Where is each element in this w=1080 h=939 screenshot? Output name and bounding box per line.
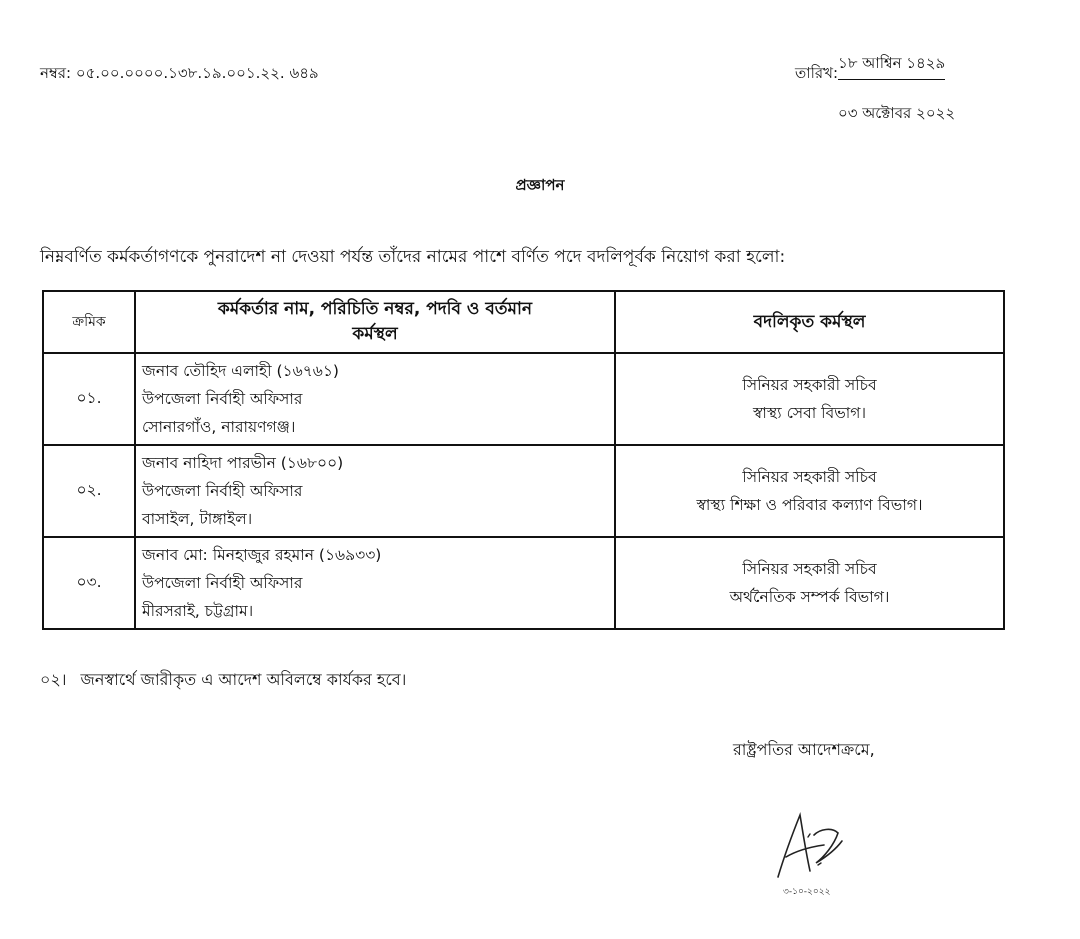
header-officer-line2: কর্মস্থল — [352, 324, 398, 344]
order-paragraph — [40, 667, 406, 694]
new-post-title: সিনিয়র সহকারী সচিব — [742, 376, 877, 394]
row-serial: ০১. — [43, 353, 135, 445]
new-posting — [615, 445, 1004, 537]
new-post-division: অর্থনৈতিক সম্পর্ক বিভাগ। — [729, 588, 890, 606]
intro-paragraph: নিম্নবর্ণিত কর্মকর্তাগণকে পুনরাদেশ না দেওয়া পর্যন্ত তাঁদের নামের পাশে বর্ণিত পদে বদলিপূর্বক নিয়োগ করা হলো: — [40, 247, 786, 267]
by-order-of-president: রাষ্ট্রপতির আদেশক্রমে, — [733, 740, 875, 759]
new-posting — [615, 537, 1004, 629]
row-serial: ০২. — [43, 445, 135, 537]
officer-location: মীরসরাই, চট্টগ্রাম। — [142, 602, 254, 620]
new-post-title: সিনিয়র সহকারী সচিব — [742, 468, 877, 486]
officer-name: জনাব নাহিদা পারভীন (১৬৮০০) — [142, 454, 344, 472]
officer-info — [135, 537, 615, 629]
officer-designation: উপজেলা নির্বাহী অফিসার — [142, 482, 303, 500]
new-post-division: স্বাস্থ্য শিক্ষা ও পরিবার কল্যাণ বিভাগ। — [696, 496, 923, 514]
officer-info — [135, 445, 615, 537]
officer-name: জনাব মো: মিনহাজুর রহমান (১৬৯৩৩) — [142, 546, 382, 564]
transfer-table — [42, 290, 1005, 630]
date-label: তারিখ: — [795, 64, 839, 82]
table-header-row — [43, 291, 1004, 353]
header-officer-info — [135, 291, 615, 353]
officer-location: সোনারগাঁও, নারায়ণগঞ্জ। — [142, 418, 296, 436]
table-row — [43, 537, 1004, 629]
new-posting — [615, 353, 1004, 445]
date-bengali: ১৮ আশ্বিন ১৪২৯ — [838, 52, 945, 80]
officer-name: জনাব তৌহিদ এলাহী (১৬৭৬১) — [142, 362, 339, 380]
table-row — [43, 445, 1004, 537]
new-post-division: স্বাস্থ্য সেবা বিভাগ। — [753, 404, 866, 422]
officer-location: বাসাইল, টাঙ্গাইল। — [142, 510, 253, 528]
order-body: জনস্বার্থে জারীকৃত এ আদেশ অবিলম্বে কার্যকর হবে। — [80, 670, 407, 689]
signature-date: ৩-১০-২০২২ — [783, 887, 831, 897]
header-officer-line1: কর্মকর্তার নাম, পরিচিতি নম্বর, পদবি ও বর্তমান — [217, 299, 533, 319]
officer-info — [135, 353, 615, 445]
officer-designation: উপজেলা নির্বাহী অফিসার — [142, 390, 303, 408]
signature — [770, 805, 850, 885]
header-serial: ক্রমিক — [43, 291, 135, 353]
table-row — [43, 353, 1004, 445]
memo-number: নম্বর: ০৫.০০.০০০০.১৩৮.১৯.০০১.২২. ৬৪৯ — [40, 64, 319, 82]
header-new-posting: বদলিকৃত কর্মস্থল — [615, 291, 1004, 353]
row-serial: ০৩. — [43, 537, 135, 629]
order-number: ০২। — [40, 670, 67, 689]
notice-title: প্রজ্ঞাপন — [515, 176, 565, 194]
new-post-title: সিনিয়র সহকারী সচিব — [742, 560, 877, 578]
officer-designation: উপজেলা নির্বাহী অফিসার — [142, 574, 303, 592]
date-gregorian: ০৩ অক্টোবর ২০২২ — [838, 104, 956, 122]
